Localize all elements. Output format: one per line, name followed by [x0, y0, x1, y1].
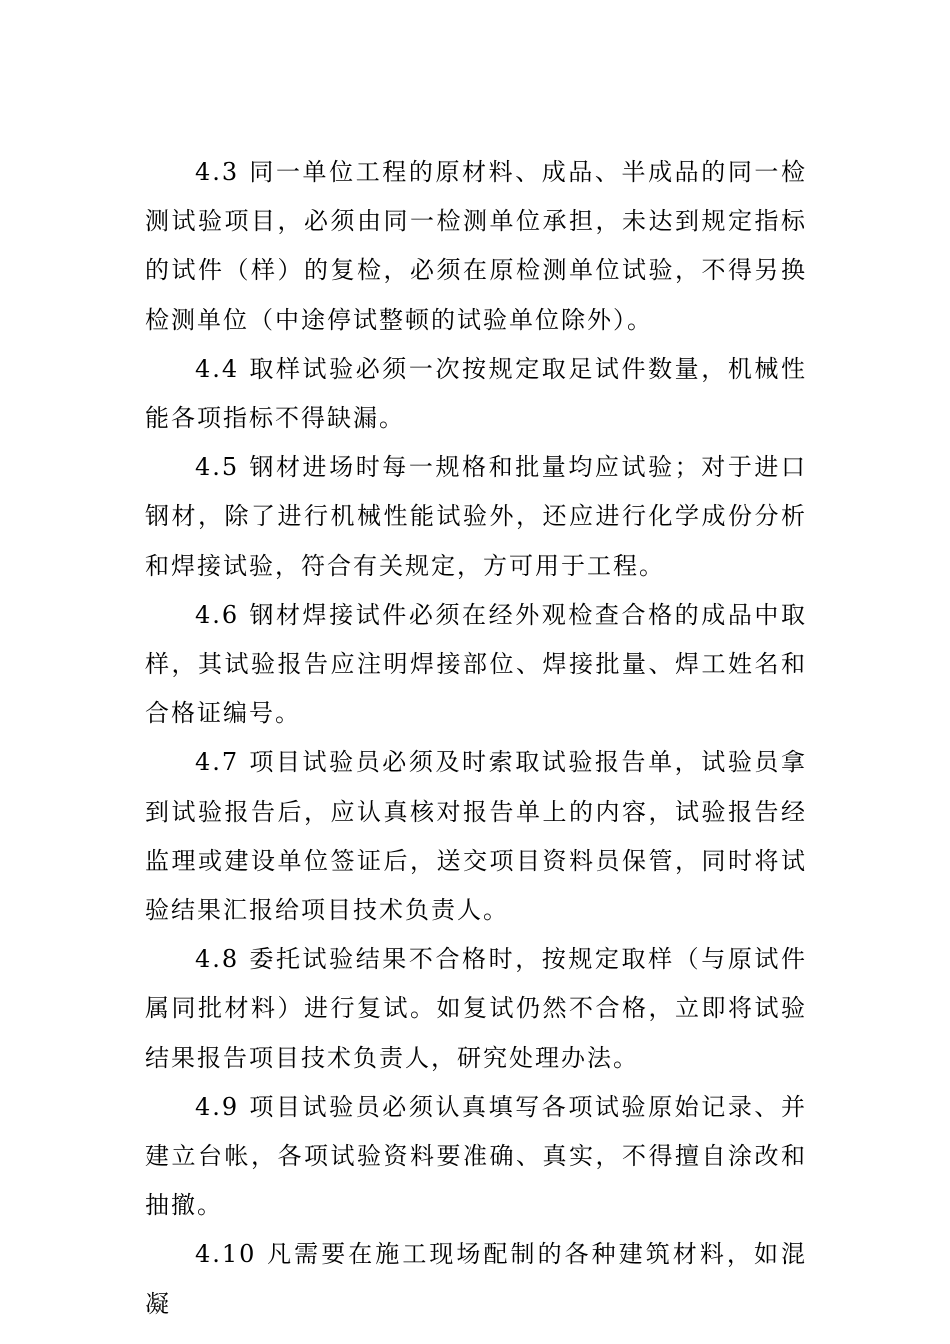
paragraph-4-10: 4.10 凡需要在施工现场配制的各种建筑材料，如混凝: [145, 1240, 807, 1318]
document-body: [145, 148, 807, 1329]
paragraph-4-7: 4.7 项目试验员必须及时索取试验报告单，试验员拿到试验报告后，应认真核对报告单上的内容，试验报告经监理或建设单位签证后，送交项目资料员保管，同时将试验结果汇报给项目技术负责人。: [145, 748, 807, 925]
paragraph-4-8: 4.8 委托试验结果不合格时，按规定取样（与原试件属同批材料）进行复试。如复试仍然不合格，立即将试验结果报告项目技术负责人，研究处理办法。: [145, 945, 807, 1072]
paragraph-4-5: 4.5 钢材进场时每一规格和批量均应试验；对于进口钢材，除了进行机械性能试验外，还应进行化学成份分析和焊接试验，符合有关规定，方可用于工程。: [145, 453, 807, 580]
paragraph-4-4: 4.4 取样试验必须一次按规定取足试件数量，机械性能各项指标不得缺漏。: [145, 354, 807, 433]
paragraph-4-3: 4.3 同一单位工程的原材料、成品、半成品的同一检测试验项目，必须由同一检测单位承担，未达到规定指标的试件（样）的复检，必须在原检测单位试验，不得另换检测单位（中途停试整顿的试验单位除外）。: [145, 158, 807, 334]
paragraph-4-9: 4.9 项目试验员必须认真填写各项试验原始记录、并建立台帐，各项试验资料要准确、真实，不得擅自涂改和抽撤。: [145, 1092, 807, 1220]
paragraph-4-6: 4.6 钢材焊接试件必须在经外观检查合格的成品中取样，其试验报告应注明焊接部位、焊接批量、焊工姓名和合格证编号。: [145, 600, 807, 728]
